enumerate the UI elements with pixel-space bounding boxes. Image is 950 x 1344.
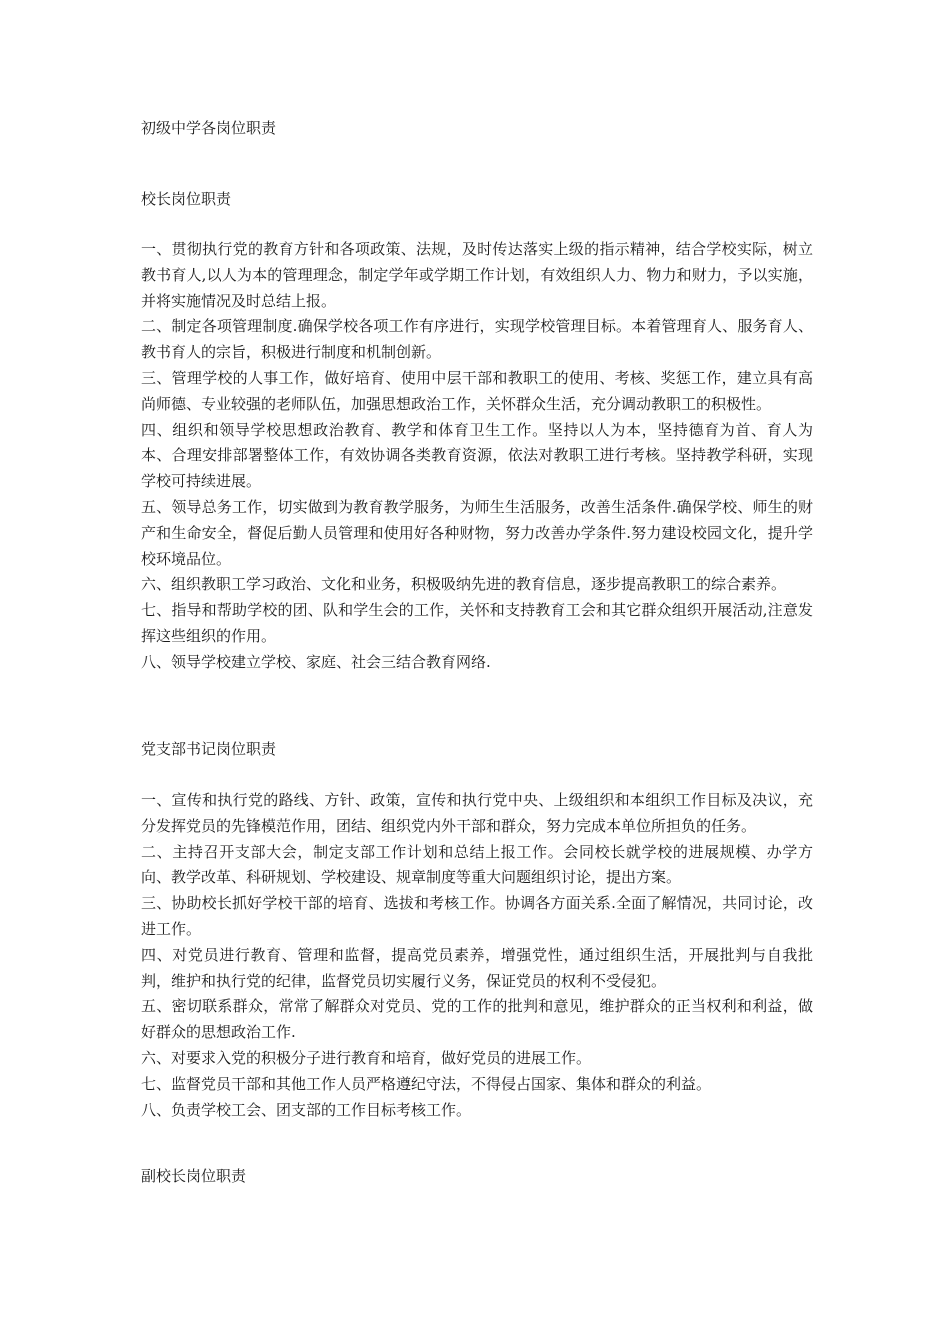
duty-item: 三、协助校长抓好学校干部的培育、选拔和考核工作。协调各方面关系.全面了解情况，共同讨论，改进工作。: [141, 894, 813, 938]
duty-item: 八、负责学校工会、团支部的工作目标考核工作。: [141, 1100, 472, 1119]
duty-item: 八、领导学校建立学校、家庭、社会三结合教育网络.: [141, 652, 491, 671]
duty-item: 二、主持召开支部大会，制定支部工作计划和总结上报工作。会同校长就学校的进展规模、办学方向、教学改革、科研规划、学校建设、规章制度等重大问题组织讨论，提出方案。: [141, 842, 813, 887]
section-heading-vice-principal: 副校长岗位职责: [141, 1167, 247, 1185]
section-items-party-secretary: [141, 788, 813, 1123]
duty-item: 五、领导总务工作，切实做到为教育教学服务，为师生生活服务，改善生活条件.确保学校、师生的财产和生命安全，督促后勤人员管理和使用好各种财物，努力改善办学条件.努力建设校园文化，提升学校环境品位。: [141, 497, 813, 568]
section-items-principal: [141, 237, 813, 676]
duty-item: 二、制定各项管理制度.确保学校各项工作有序进行，实现学校管理目标。本着管理育人、服务育人、教书育人的宗旨，积极进行制度和机制创新。: [141, 317, 813, 362]
duty-item: 四、组织和领导学校思想政治教育、教学和体育卫生工作。坚持以人为本，坚持德育为首、育人为本、合理安排部署整体工作，有效协调各类教育资源，依法对教职工进行考核。坚持教学科研，实现学校可持续进展。: [141, 420, 813, 491]
duty-item: 七、监督党员干部和其他工作人员严格遵纪守法，不得侵占国家、集体和群众的利益。: [141, 1074, 712, 1093]
duty-item: 一、贯彻执行党的教育方针和各项政策、法规，及时传达落实上级的指示精神，结合学校实际，树立教书育人,以人为本的管理理念，制定学年或学期工作计划，有效组织人力、物力和财力，予以实施，并将实施情况及时总结上报。: [141, 240, 813, 310]
section-heading-party-secretary: 党支部书记岗位职责: [141, 740, 277, 758]
section-heading-principal: 校长岗位职责: [141, 190, 232, 208]
duty-item: 四、对党员进行教育、管理和监督，提高党员素养，增强党性，通过组织生活，开展批判与自我批判，维护和执行党的纪律，监督党员切实履行义务，保证党员的权利不受侵犯。: [141, 945, 813, 990]
duty-item: 三、管理学校的人事工作，做好培育、使用中层干部和教职工的使用、考核、奖惩工作，建立具有高尚师德、专业较强的老师队伍，加强思想政治工作，关怀群众生活，充分调动教职工的积极性。: [141, 368, 813, 413]
duty-item: 一、宣传和执行党的路线、方针、政策，宣传和执行党中央、上级组织和本组织工作目标及决议，充分发挥党员的先锋模范作用，团结、组织党内外干部和群众，努力完成本单位所担负的任务。: [141, 791, 813, 835]
document-title: 初级中学各岗位职责: [141, 119, 277, 137]
duty-item: 六、对要求入党的积极分子进行教育和培育，做好党员的进展工作。: [141, 1048, 592, 1067]
duty-item: 五、密切联系群众，常常了解群众对党员、党的工作的批判和意见，维护群众的正当权利和利益，做好群众的思想政治工作.: [141, 997, 813, 1042]
duty-item: 六、组织教职工学习政治、文化和业务，积极吸纳先进的教育信息，逐步提高教职工的综合素养。: [141, 575, 787, 594]
duty-item: 七、指导和帮助学校的团、队和学生会的工作，关怀和支持教育工会和其它群众组织开展活动,注意发挥这些组织的作用。: [141, 601, 813, 645]
